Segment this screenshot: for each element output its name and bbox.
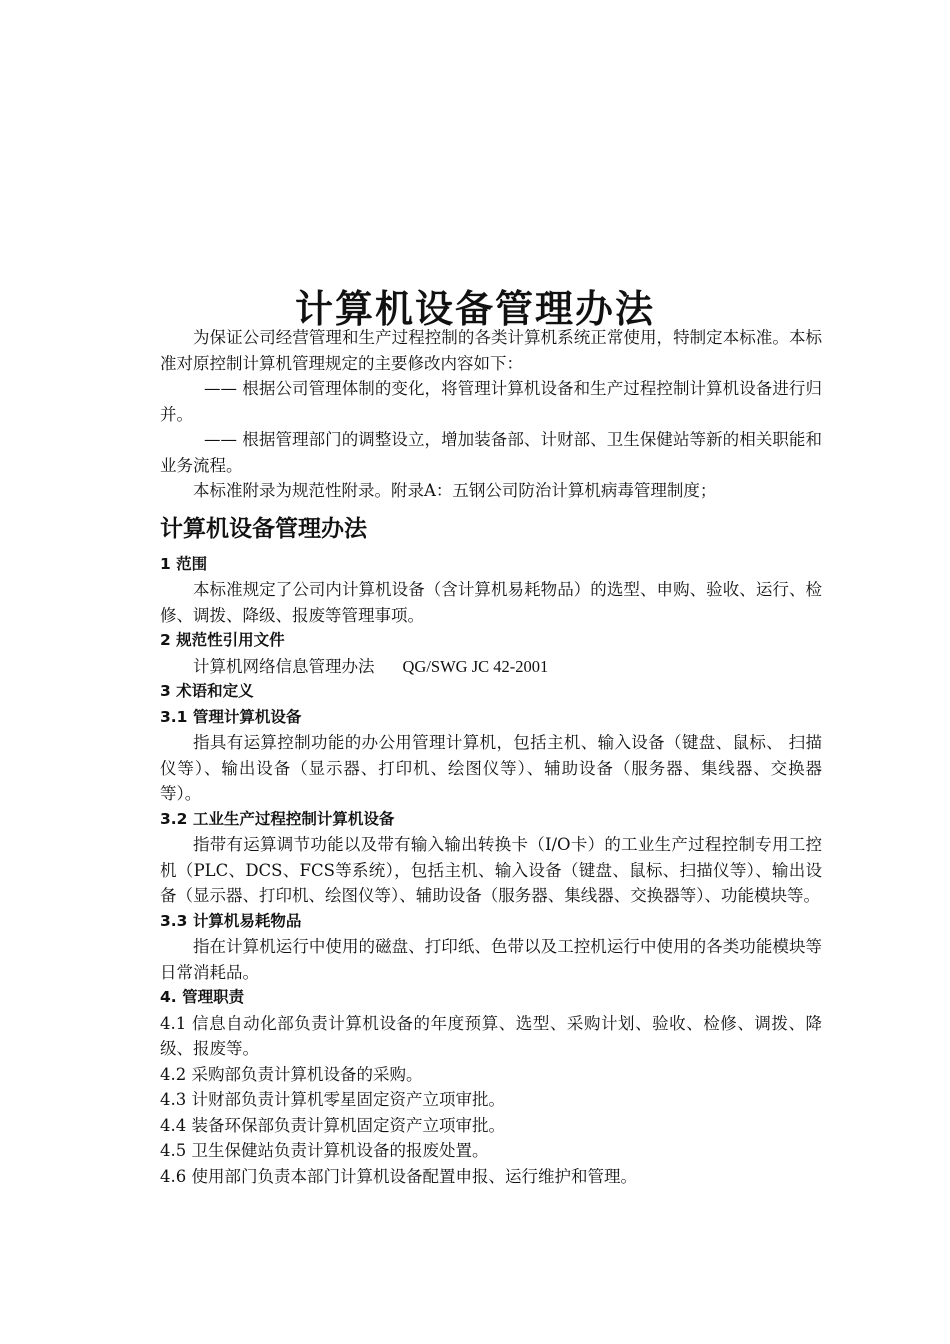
- section-heading-terms: 3 术语和定义: [160, 682, 254, 700]
- document-title: 计算机设备管理办法: [294, 286, 655, 331]
- section-title: 计算机设备管理办法: [160, 514, 367, 542]
- responsibility-item: 4.1 信息自动化部负责计算机设备的年度预算、选型、采购计划、验收、检修、调拨、降级、报废等。: [160, 1013, 822, 1058]
- subsection-heading-management-computer: 3.1 管理计算机设备: [160, 707, 302, 726]
- subsection-heading-process-control-computer: 3.2 工业生产过程控制计算机设备: [160, 809, 395, 828]
- preface-change-item: —— 根据管理部门的调整设立，增加装备部、计财部、卫生保健站等新的相关职能和业务流程。: [160, 430, 822, 475]
- responsibility-item: 4.2 采购部负责计算机设备的采购。: [160, 1064, 423, 1084]
- responsibility-item: 4.6 使用部门负责本部门计算机设备配置申报、运行维护和管理。: [160, 1166, 637, 1186]
- preface-appendix-note: 本标准附录为规范性附录。附录A：五钢公司防治计算机病毒管理制度；: [193, 481, 717, 500]
- subsection-heading-consumables: 3.3 计算机易耗物品: [160, 911, 302, 930]
- section-text-scope: 本标准规定了公司内计算机设备（含计算机易耗物品）的选型、申购、验收、运行、检修、调拨、降级、报废等管理事项。: [160, 580, 822, 625]
- responsibility-item: 4.3 计财部负责计算机零星固定资产立项审批。: [160, 1090, 505, 1109]
- reference-entry: [160, 654, 822, 680]
- subsection-text-management-computer: 指具有运算控制功能的办公用管理计算机，包括主机、输入设备（键盘、鼠标、 扫描仪等）、输出设备（显示器、打印机、绘图仪等）、辅助设备（服务器、集线器、交换器等）。: [160, 733, 822, 803]
- subsection-text-process-control-computer: 指带有运算调节功能以及带有输入输出转换卡（I/O卡）的工业生产过程控制专用工控机（PLC、DCS、FCS等系统），包括主机、输入设备（键盘、鼠标、扫描仪等）、输出设备（显示器、打印机、绘图仪等）、辅助设备（服务器、集线器、交换器等）、功能模块等。: [160, 835, 822, 905]
- subsection-text-consumables: 指在计算机运行中使用的磁盘、打印纸、色带以及工控机运行中使用的各类功能模块等日常消耗品。: [160, 937, 822, 982]
- preface-change-item: —— 根据公司管理体制的变化，将管理计算机设备和生产过程控制计算机设备进行归并。: [160, 379, 822, 424]
- section-heading-references: 2 规范性引用文件: [160, 631, 285, 649]
- reference-code: QG/SWG JC 42-2001: [402, 656, 549, 676]
- preface-paragraph: 为保证公司经营管理和生产过程控制的各类计算机系统正常使用，特制定本标准。本标准对原控制计算机管理规定的主要修改内容如下：: [160, 328, 822, 373]
- responsibility-item: 4.5 卫生保健站负责计算机设备的报废处置。: [160, 1141, 489, 1160]
- section-heading-scope: 1 范围: [160, 554, 208, 573]
- responsibility-item: 4.4 装备环保部负责计算机固定资产立项审批。: [160, 1115, 505, 1135]
- reference-name: 计算机网络信息管理办法: [193, 656, 375, 676]
- document-body: [160, 325, 822, 1189]
- section-heading-responsibilities: 4. 管理职责: [160, 988, 245, 1006]
